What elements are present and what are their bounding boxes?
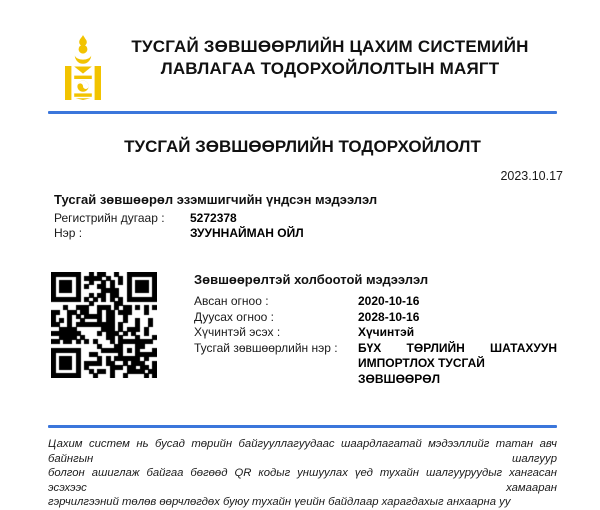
field-row-validity [194, 325, 557, 341]
field-row-expiry-date [194, 310, 557, 326]
issue-date-label: Авсан огноо : [194, 294, 269, 308]
issue-date-value: 2020-10-16 [358, 294, 420, 308]
field-row-register-number [54, 211, 414, 226]
register-number-value: 5272378 [190, 211, 237, 225]
form-header-title [70, 36, 590, 80]
field-row-issue-date [194, 294, 557, 310]
holder-section-fields [54, 211, 414, 241]
holder-name-value: ЗУУННАЙМАН ОЙЛ [190, 226, 304, 240]
permit-name-value-line1: БҮХ ТӨРЛИЙН ШАТАХУУН [358, 340, 557, 355]
holder-name-label: Нэр : [54, 226, 83, 240]
validity-label: Хүчинтэй эсэх : [194, 325, 281, 339]
expiry-date-value: 2028-10-16 [358, 309, 420, 324]
footer-note [48, 437, 557, 510]
permit-name-value-line2: ИМПОРТЛОХ ТУСГАЙ ЗӨВШӨӨРӨЛ [358, 356, 485, 386]
qr-code [51, 272, 157, 378]
document-date: 2023.10.17 [500, 169, 563, 183]
header-divider-line [48, 111, 557, 114]
register-number-label: Регистрийн дугаар : [54, 211, 165, 225]
field-row-holder-name [54, 226, 414, 241]
footer-note-line2: болгон ашиглаж байгаа бөгөөд QR кодыг уншуулах үед тухайн шалгууруудыг хангасан эсэхээс хамааран [48, 467, 557, 494]
footer-note-line3: гэрчилгээний төлөв өөрчлөгдөх буюу тухайн үеийн байдлаар харагдахыг анхаарна уу [48, 496, 511, 509]
expiry-date-label: Дуусах огноо : [194, 309, 274, 324]
footer-divider-line [48, 425, 557, 428]
form-header-title-line1: ТУСГАЙ ЗӨВШӨӨРЛИЙН ЦАХИМ СИСТЕМИЙН [131, 37, 529, 56]
permit-section [194, 272, 557, 387]
permit-name-label: Тусгай зөвшөөрлийн нэр : [194, 340, 338, 355]
permit-section-fields [194, 294, 557, 387]
footer-note-line1: Цахим систем нь бусад төрийн байгууллагуудаас шаардлагатай мэдээллийг татан авч байнгын шалгуур [48, 438, 557, 465]
permit-section-heading: Зөвшөөрөлтэй холбоотой мэдээлэл [194, 272, 429, 287]
document-title: ТУСГАЙ ЗӨВШӨӨРЛИЙН ТОДОРХОЙЛОЛТ [124, 137, 481, 156]
validity-value: Хүчинтэй [358, 325, 415, 339]
field-row-permit-name [194, 341, 557, 388]
holder-section-heading: Тусгай зөвшөөрөл эзэмшигчийн үндсэн мэдээлэл [54, 192, 378, 207]
form-header-title-line2: ЛАВЛАГАА ТОДОРХОЙЛОЛТЫН МАЯГТ [160, 59, 500, 78]
permit-name-value [358, 341, 557, 388]
